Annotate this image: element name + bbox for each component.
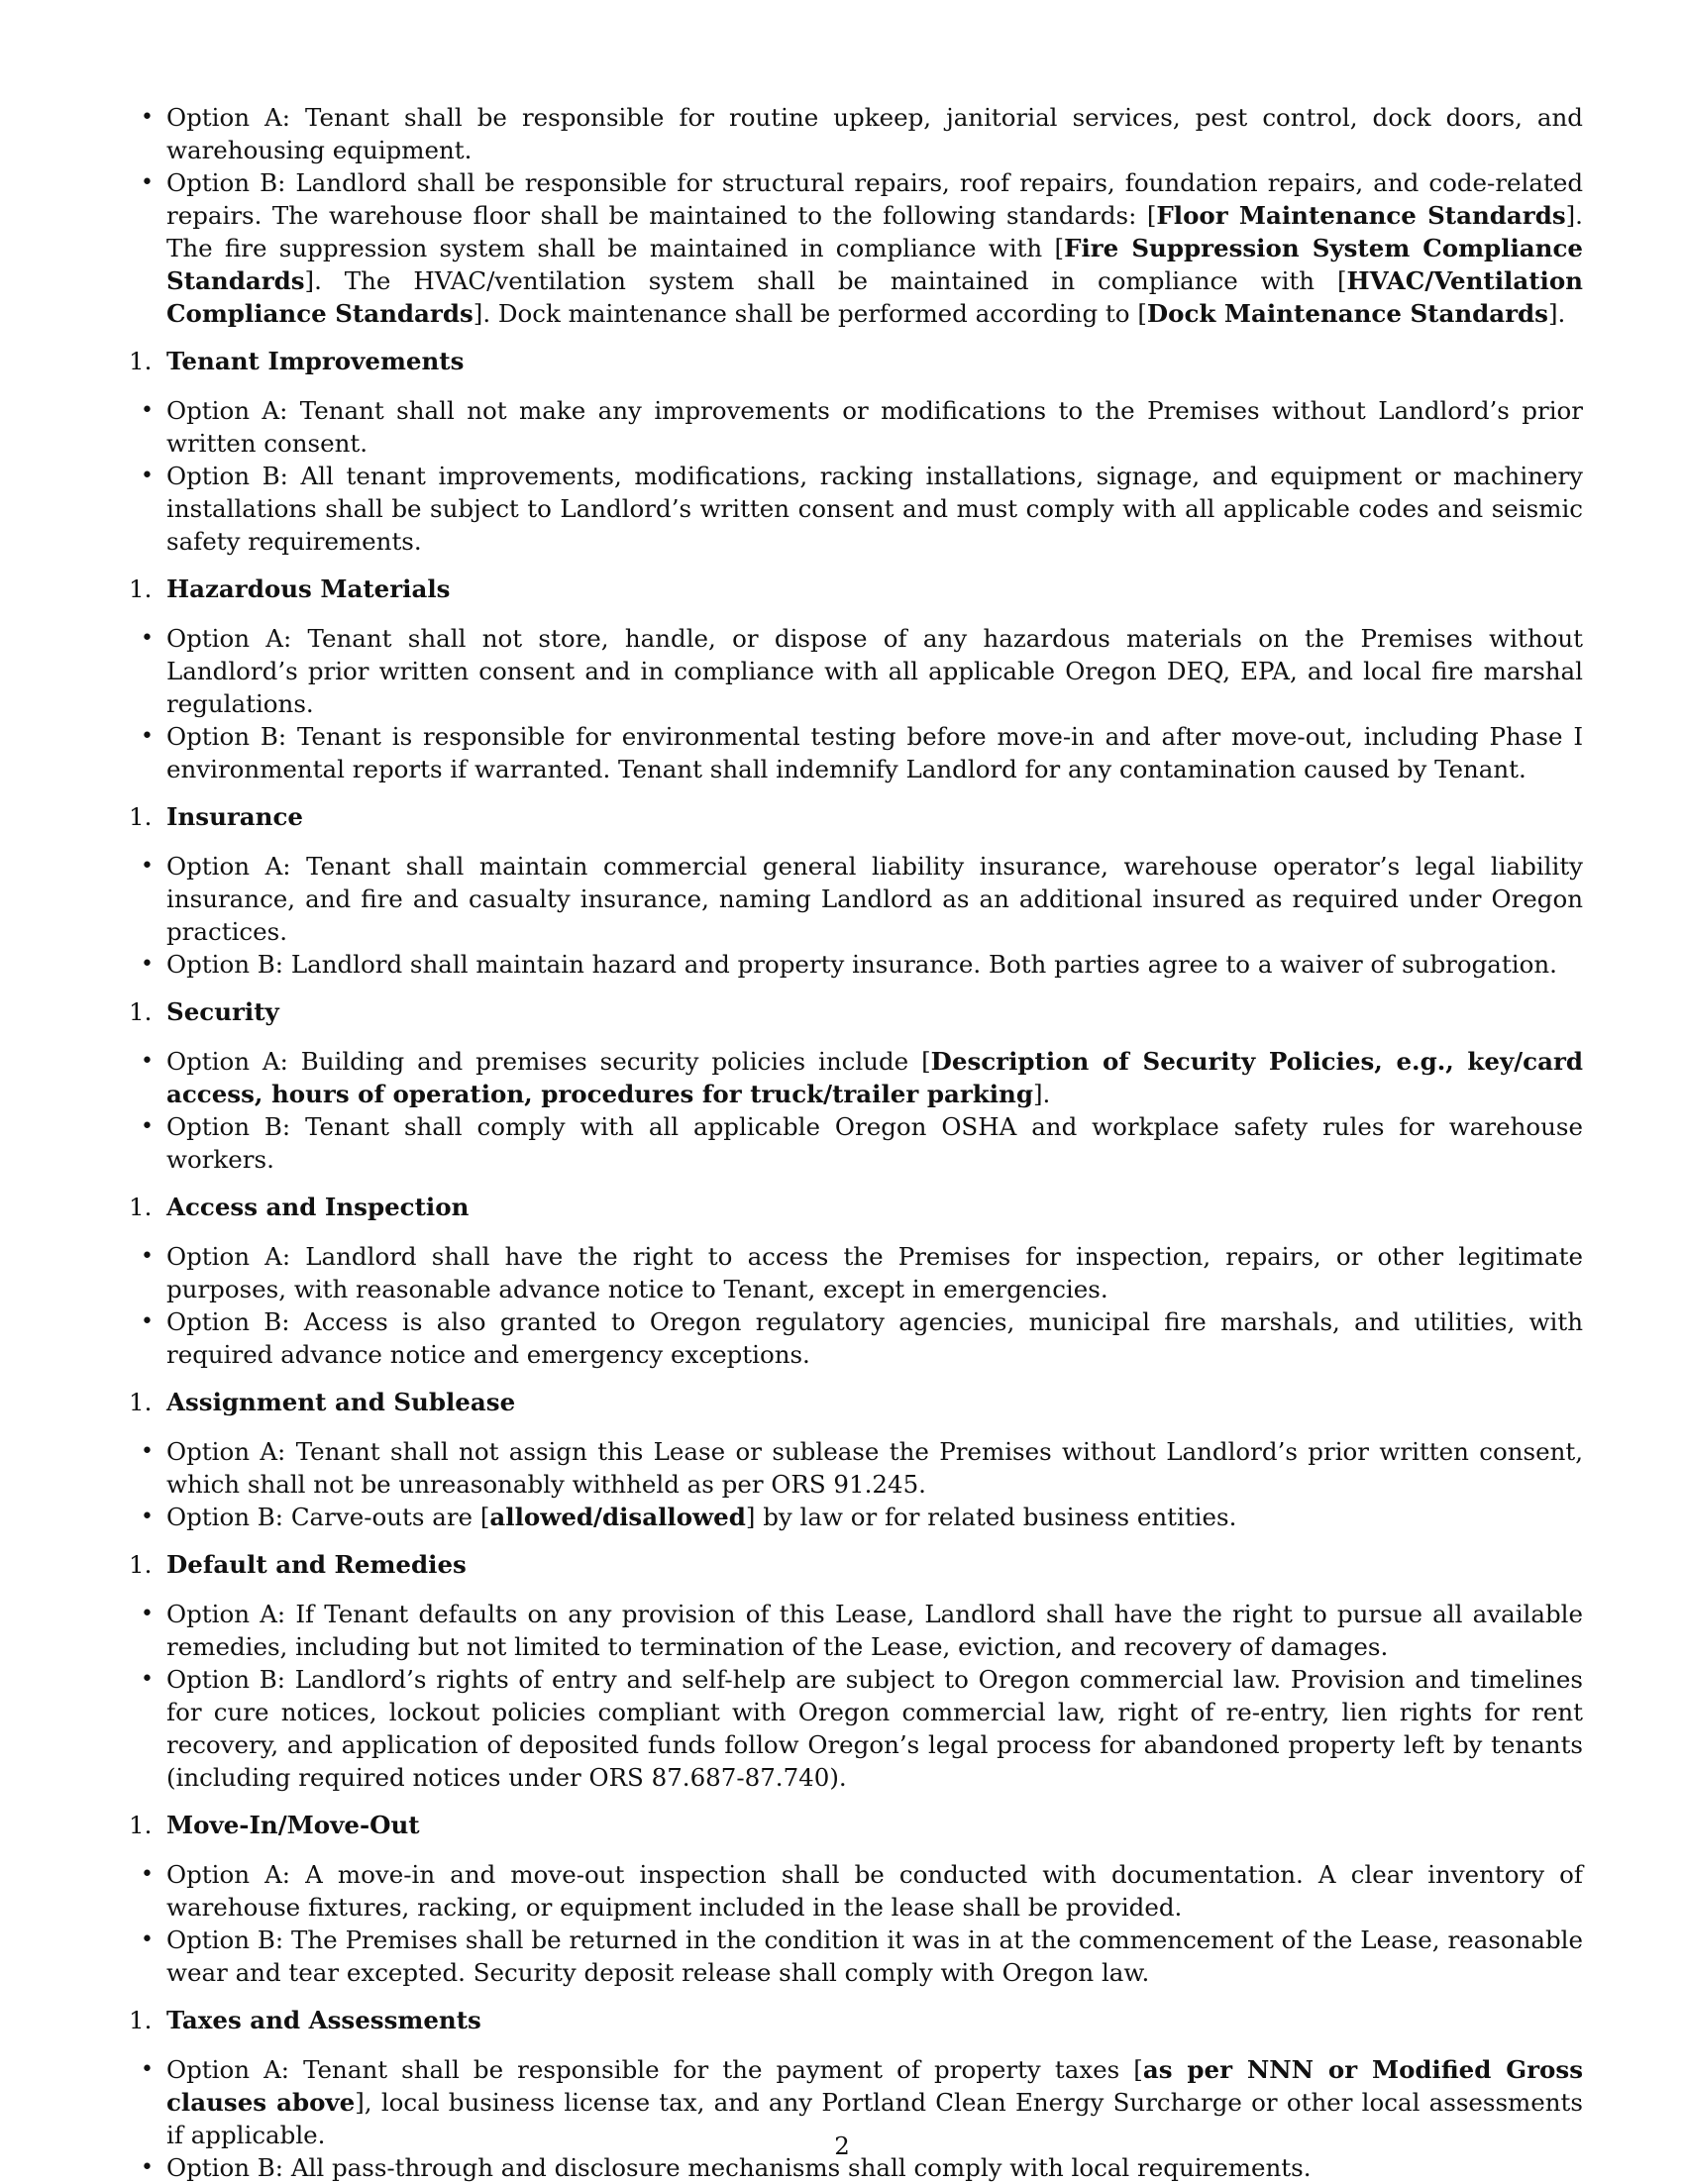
bullet-item <box>166 1501 1583 1533</box>
bullet-text: Option B: Landlord shall be responsible for structural repairs, roof repairs, foundation repairs, and code-related repairs. The warehouse floor shall be maintained to the following standards: [ <box>166 168 1583 230</box>
bullet-item <box>166 1240 1583 1305</box>
section-bullet-list <box>166 1240 1583 1371</box>
section-tenant-improvements <box>129 345 1583 558</box>
page-content <box>129 101 1583 2184</box>
bullet-text: Option B: Carve-outs are [ <box>166 1503 490 1531</box>
bullet-text: Option A: Tenant shall be responsible for the payment of property taxes [ <box>166 2055 1143 2084</box>
section-heading <box>129 995 1583 1028</box>
placeholder-bold-text: Fire Suppression System Compliance Standards <box>166 234 1583 295</box>
section-number: 1. <box>129 574 153 603</box>
section-title: Default and Remedies <box>166 1550 467 1579</box>
placeholder-bold-text: Dock Maintenance Standards <box>1146 299 1548 328</box>
placeholder-bold-text: Description of Security Policies, e.g., key/card access, hours of operation, procedures for truck/trailer parking <box>166 1047 1583 1108</box>
placeholder-bold-text: Floor Maintenance Standards <box>1156 201 1566 230</box>
bullet-text: Option A: A move-in and move-out inspection shall be conducted with documentation. A clear inventory of warehouse fixtures, racking, or equipment included in the lease shall be provided. <box>166 1860 1583 1922</box>
section-bullet-list <box>166 622 1583 785</box>
section-heading <box>129 1386 1583 1418</box>
bullet-text: Option A: Building and premises security policies include [ <box>166 1047 931 1076</box>
intro-bullet-list <box>166 101 1583 330</box>
bullet-item <box>166 1924 1583 1989</box>
section-title: Access and Inspection <box>166 1193 470 1221</box>
bullet-item <box>166 166 1583 330</box>
section-security <box>129 995 1583 1176</box>
bullet-item <box>166 1663 1583 1794</box>
section-bullet-list <box>166 1435 1583 1533</box>
bullet-text: Option A: Tenant shall not store, handle, or dispose of any hazardous materials on the Premises without Landlord’s prior written consent and in compliance with all applicable Oregon DEQ, EPA, and local fire marshal regulations. <box>166 624 1583 718</box>
section-default-and-remedies <box>129 1548 1583 1794</box>
bullet-item <box>166 101 1583 166</box>
section-number: 1. <box>129 997 153 1026</box>
bullet-text: Option A: Tenant shall not assign this Lease or sublease the Premises without Landlord’s prior written consent, which shall not be unreasonably withheld as per ORS 91.245. <box>166 1437 1583 1499</box>
section-bullet-list <box>166 850 1583 981</box>
bullet-item <box>166 948 1583 981</box>
bullet-text: ], local business license tax, and any Portland Clean Energy Surcharge or other local assessments if applicable. <box>166 2088 1583 2149</box>
bullet-text: ]. <box>1547 299 1566 328</box>
section-hazardous-materials <box>129 572 1583 785</box>
bullet-item <box>166 460 1583 558</box>
bullet-item <box>166 1305 1583 1371</box>
bullet-item <box>166 1435 1583 1501</box>
section-heading <box>129 1191 1583 1223</box>
section-bullet-list <box>166 1045 1583 1176</box>
section-heading <box>129 572 1583 605</box>
bullet-text: Option A: Landlord shall have the right to access the Premises for inspection, repairs, or other legitimate purposes, with reasonable advance notice to Tenant, except in emergencies. <box>166 1242 1583 1303</box>
placeholder-bold-text: HVAC/Ventilation Compliance Standards <box>166 266 1583 328</box>
section-number: 1. <box>129 1550 153 1579</box>
section-bullet-list <box>166 1598 1583 1794</box>
section-title: Insurance <box>166 802 303 831</box>
section-number: 1. <box>129 1193 153 1221</box>
section-title: Hazardous Materials <box>166 574 451 603</box>
placeholder-bold-text: as per NNN or Modified Gross clauses above <box>166 2055 1583 2117</box>
section-bullet-list <box>166 1858 1583 1989</box>
bullet-text: Option B: Landlord shall maintain hazard and property insurance. Both parties agree to a waiver of subrogation. <box>166 950 1557 979</box>
section-heading <box>129 800 1583 833</box>
bullet-text: ]. Dock maintenance shall be performed according to [ <box>473 299 1147 328</box>
bullet-text: ] by law or for related business entities. <box>745 1503 1237 1531</box>
bullet-text: Option B: All tenant improvements, modifications, racking installations, signage, and equipment or machinery installations shall be subject to Landlord’s written consent and must comply with all applicable codes and seismic safety requirements. <box>166 462 1583 556</box>
section-bullet-list <box>166 394 1583 558</box>
bullet-text: Option B: Landlord’s rights of entry and self-help are subject to Oregon commercial law. Provision and timelines for cure notices, lockout policies compliant with Oregon commercial law, right of re-entry, lien rights for rent recovery, and application of deposited funds follow Oregon’s legal process for abandoned property left by tenants (including required notices under ORS 87.687-87.740). <box>166 1665 1583 1792</box>
bullet-text: Option B: All pass-through and disclosure mechanisms shall comply with local requirements. <box>166 2153 1312 2182</box>
bullet-item <box>166 622 1583 720</box>
bullet-text: Option A: Tenant shall maintain commercial general liability insurance, warehouse operator’s legal liability insurance, and fire and casualty insurance, naming Landlord as an additional insured as required under Oregon practices. <box>166 852 1583 946</box>
bullet-text: ]. The fire suppression system shall be maintained in compliance with [ <box>166 201 1583 262</box>
section-number: 1. <box>129 802 153 831</box>
placeholder-bold-text: allowed/disallowed <box>489 1503 746 1531</box>
bullet-item <box>166 850 1583 948</box>
section-number: 1. <box>129 1388 153 1416</box>
bullet-item <box>166 1045 1583 1110</box>
section-title: Tenant Improvements <box>166 347 465 375</box>
section-number: 1. <box>129 1811 153 1839</box>
bullet-text: ]. <box>1032 1080 1051 1108</box>
bullet-text: Option B: Tenant is responsible for environmental testing before move-in and after move-out, including Phase I environmental reports if warranted. Tenant shall indemnify Landlord for any contamination caused by Tenant. <box>166 722 1583 783</box>
section-bullet-list <box>166 2053 1583 2184</box>
section-access-and-inspection <box>129 1191 1583 1371</box>
bullet-item <box>166 1110 1583 1176</box>
section-title: Move-In/Move-Out <box>166 1811 420 1839</box>
sections-container <box>129 345 1583 2184</box>
bullet-text: Option A: Tenant shall be responsible for routine upkeep, janitorial services, pest control, dock doors, and warehousing equipment. <box>166 103 1583 164</box>
section-heading <box>129 2004 1583 2036</box>
bullet-text: Option A: If Tenant defaults on any provision of this Lease, Landlord shall have the right to pursue all available remedies, including but not limited to termination of the Lease, eviction, and recovery of damages. <box>166 1600 1583 1661</box>
bullet-item <box>166 1598 1583 1663</box>
section-title: Assignment and Sublease <box>166 1388 516 1416</box>
section-heading <box>129 345 1583 377</box>
bullet-text: Option B: Tenant shall comply with all applicable Oregon OSHA and workplace safety rules for warehouse workers. <box>166 1112 1583 1174</box>
bullet-text: Option B: Access is also granted to Oregon regulatory agencies, municipal fire marshals, and utilities, with required advance notice and emergency exceptions. <box>166 1307 1583 1369</box>
bullet-item <box>166 394 1583 460</box>
section-title: Security <box>166 997 279 1026</box>
section-move-in-move-out <box>129 1809 1583 1989</box>
section-insurance <box>129 800 1583 981</box>
page-number: 2 <box>834 2132 850 2160</box>
bullet-text: ]. The HVAC/ventilation system shall be maintained in compliance with [ <box>304 266 1347 295</box>
section-heading <box>129 1809 1583 1841</box>
bullet-item <box>166 720 1583 785</box>
section-heading <box>129 1548 1583 1581</box>
section-number: 1. <box>129 2006 153 2034</box>
bullet-text: Option A: Tenant shall not make any improvements or modifications to the Premises without Landlord’s prior written consent. <box>166 396 1583 458</box>
section-assignment-and-sublease <box>129 1386 1583 1533</box>
bullet-item <box>166 1858 1583 1924</box>
section-title: Taxes and Assessments <box>166 2006 481 2034</box>
section-number: 1. <box>129 347 153 375</box>
bullet-text: Option B: The Premises shall be returned in the condition it was in at the commencement of the Lease, reasonable wear and tear excepted. Security deposit release shall comply with Oregon law. <box>166 1925 1583 1987</box>
